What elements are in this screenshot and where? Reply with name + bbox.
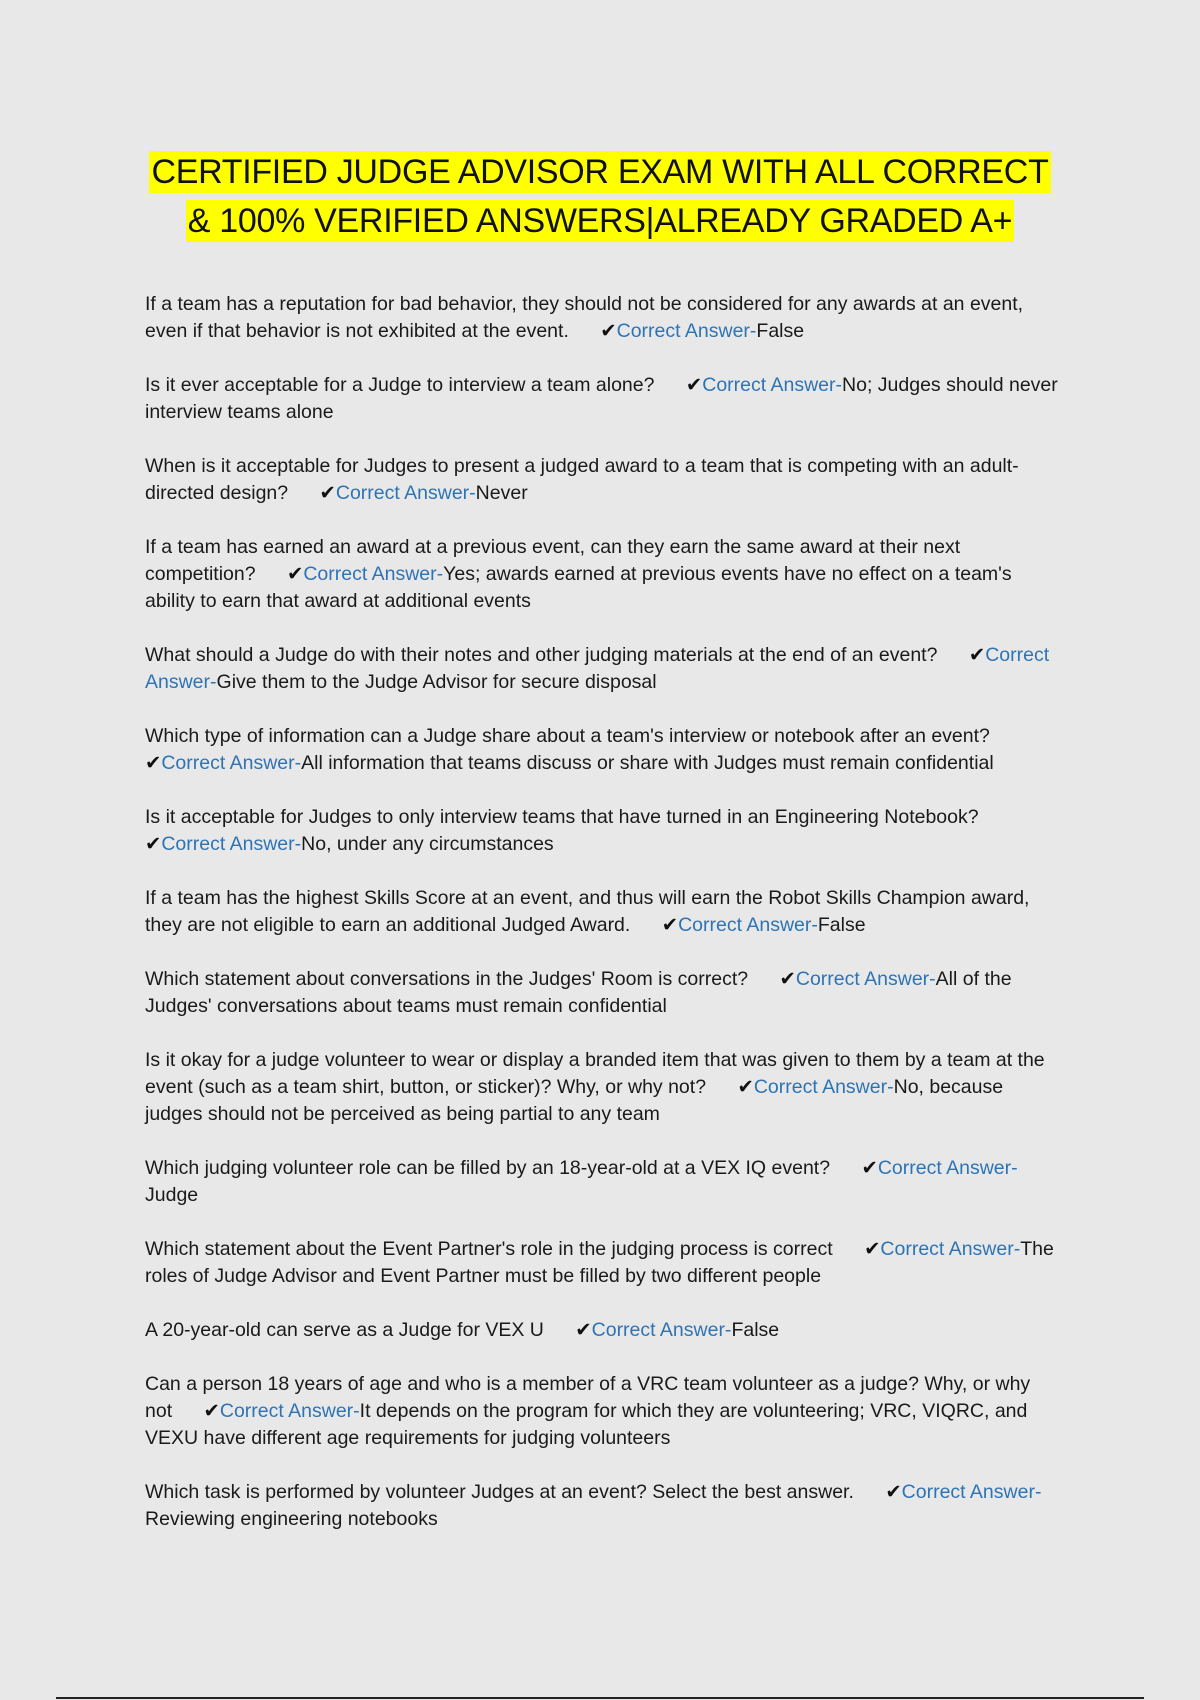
qa-item (145, 1047, 1060, 1128)
answer-text: No, under any circumstances (301, 833, 554, 855)
qa-item (145, 1479, 1060, 1533)
answer-text: Never (475, 482, 528, 504)
answer-text: All information that teams discuss or share with Judges must remain confidential (301, 752, 994, 774)
checkmark-icon: ✔ (779, 968, 796, 990)
question-text: If a team has the highest Skills Score at an event, and thus will earn the Robot Skills Champion award, they are not eligible to earn an additional Judged Award. (145, 887, 1030, 936)
question-text: Is it acceptable for Judges to only interview teams that have turned in an Engineering Notebook? (145, 806, 979, 828)
question-answer-list (145, 291, 1060, 1560)
title-line-2: & 100% VERIFIED ANSWERS|ALREADY GRADED A+ (187, 202, 1013, 240)
qa-item (145, 885, 1060, 939)
qa-item (145, 291, 1060, 345)
qa-item (145, 1236, 1060, 1290)
page-bottom-rule (56, 1697, 1144, 1699)
qa-item (145, 723, 1060, 777)
checkmark-icon: ✔ (575, 1319, 592, 1341)
title-block (0, 148, 1200, 246)
checkmark-icon: ✔ (685, 374, 703, 396)
qa-item (145, 966, 1060, 1020)
checkmark-icon: ✔ (319, 482, 336, 504)
title-line-1: CERTIFIED JUDGE ADVISOR EXAM WITH ALL CORRECT (151, 153, 1049, 191)
question-text: Which statement about the Event Partner's role in the judging process is correct (145, 1238, 833, 1260)
answer-text: No, because judges should not be perceived as being partial to any team (145, 1076, 1004, 1125)
correct-answer-label: Correct Answer- (219, 1400, 360, 1422)
question-text: Which type of information can a Judge share about a team's interview or notebook after an event? (145, 725, 990, 747)
question-text: What should a Judge do with their notes and other judging materials at the end of an event? (145, 644, 938, 666)
correct-answer-label: Correct Answer- (303, 563, 444, 585)
correct-answer-label: Correct Answer- (591, 1319, 732, 1341)
qa-item (145, 372, 1060, 426)
document-title (0, 148, 1200, 246)
correct-answer-label: Correct Answer- (795, 968, 936, 990)
answer-text: Judge (145, 1184, 199, 1206)
qa-item (145, 642, 1060, 696)
question-text: If a team has a reputation for bad behavior, they should not be considered for any awards at an event, even if that behavior is not exhibited at the event. (145, 293, 1024, 342)
question-text: When is it acceptable for Judges to present a judged award to a team that is competing with an adult-directed design? (145, 455, 1019, 504)
qa-item (145, 1317, 1060, 1344)
answer-text: False (817, 914, 866, 936)
checkmark-icon: ✔ (968, 644, 986, 666)
checkmark-icon: ✔ (885, 1481, 902, 1503)
correct-answer-label: Correct Answer- (335, 482, 476, 504)
answer-text: Reviewing engineering notebooks (145, 1508, 438, 1530)
correct-answer-label: Correct Answer- (678, 914, 818, 936)
correct-answer-label: Correct Answer- (161, 752, 302, 774)
question-text: Is it ever acceptable for a Judge to interview a team alone? (145, 374, 655, 396)
qa-item (145, 804, 1060, 858)
checkmark-icon: ✔ (203, 1400, 220, 1422)
question-text: A 20-year-old can serve as a Judge for VEX U (145, 1319, 544, 1341)
qa-item (145, 1371, 1060, 1452)
answer-text: False (756, 320, 805, 342)
qa-item (145, 534, 1060, 615)
checkmark-icon: ✔ (287, 563, 304, 585)
checkmark-icon: ✔ (145, 752, 162, 774)
answer-text: All of the Judges' conversations about teams must remain confidential (145, 968, 1012, 1017)
answer-text: Yes; awards earned at previous events have no effect on a team's ability to earn that award at additional events (145, 563, 1012, 612)
checkmark-icon: ✔ (864, 1238, 881, 1260)
correct-answer-label: Correct Answer- (880, 1238, 1021, 1260)
correct-answer-label: Correct Answer- (616, 320, 757, 342)
answer-text: No; Judges should never interview teams alone (145, 374, 1058, 423)
answer-text: The roles of Judge Advisor and Event Partner must be filled by two different people (145, 1238, 1054, 1287)
checkmark-icon: ✔ (861, 1157, 878, 1179)
correct-answer-label: Correct Answer- (145, 644, 1050, 693)
answer-text: It depends on the program for which they are volunteering; VRC, VIQRC, and VEXU have different age requirements for judging volunteers (145, 1400, 1028, 1449)
checkmark-icon: ✔ (737, 1076, 754, 1098)
question-text: If a team has earned an award at a previous event, can they earn the same award at their next competition? (145, 536, 961, 585)
question-text: Which statement about conversations in the Judges' Room is correct? (145, 968, 749, 990)
checkmark-icon: ✔ (145, 833, 162, 855)
question-text: Is it okay for a judge volunteer to wear or display a branded item that was given to them by a team at the event (such as a team shirt, button, or sticker)? Why, or why not? (145, 1049, 1045, 1098)
question-text: Which judging volunteer role can be filled by an 18-year-old at a VEX IQ event? (145, 1157, 831, 1179)
question-text: Can a person 18 years of age and who is a member of a VRC team volunteer as a judge? Why, or why not (145, 1373, 1031, 1422)
correct-answer-label: Correct Answer- (877, 1157, 1018, 1179)
correct-answer-label: Correct Answer- (901, 1481, 1042, 1503)
answer-text: False (731, 1319, 780, 1341)
correct-answer-label: Correct Answer- (702, 374, 843, 396)
answer-text: Give them to the Judge Advisor for secure disposal (216, 671, 657, 693)
correct-answer-label: Correct Answer- (753, 1076, 894, 1098)
checkmark-icon: ✔ (600, 320, 617, 342)
correct-answer-label: Correct Answer- (161, 833, 302, 855)
qa-item (145, 1155, 1060, 1209)
question-text: Which task is performed by volunteer Judges at an event? Select the best answer. (145, 1481, 854, 1503)
checkmark-icon: ✔ (661, 914, 679, 936)
qa-item (145, 453, 1060, 507)
